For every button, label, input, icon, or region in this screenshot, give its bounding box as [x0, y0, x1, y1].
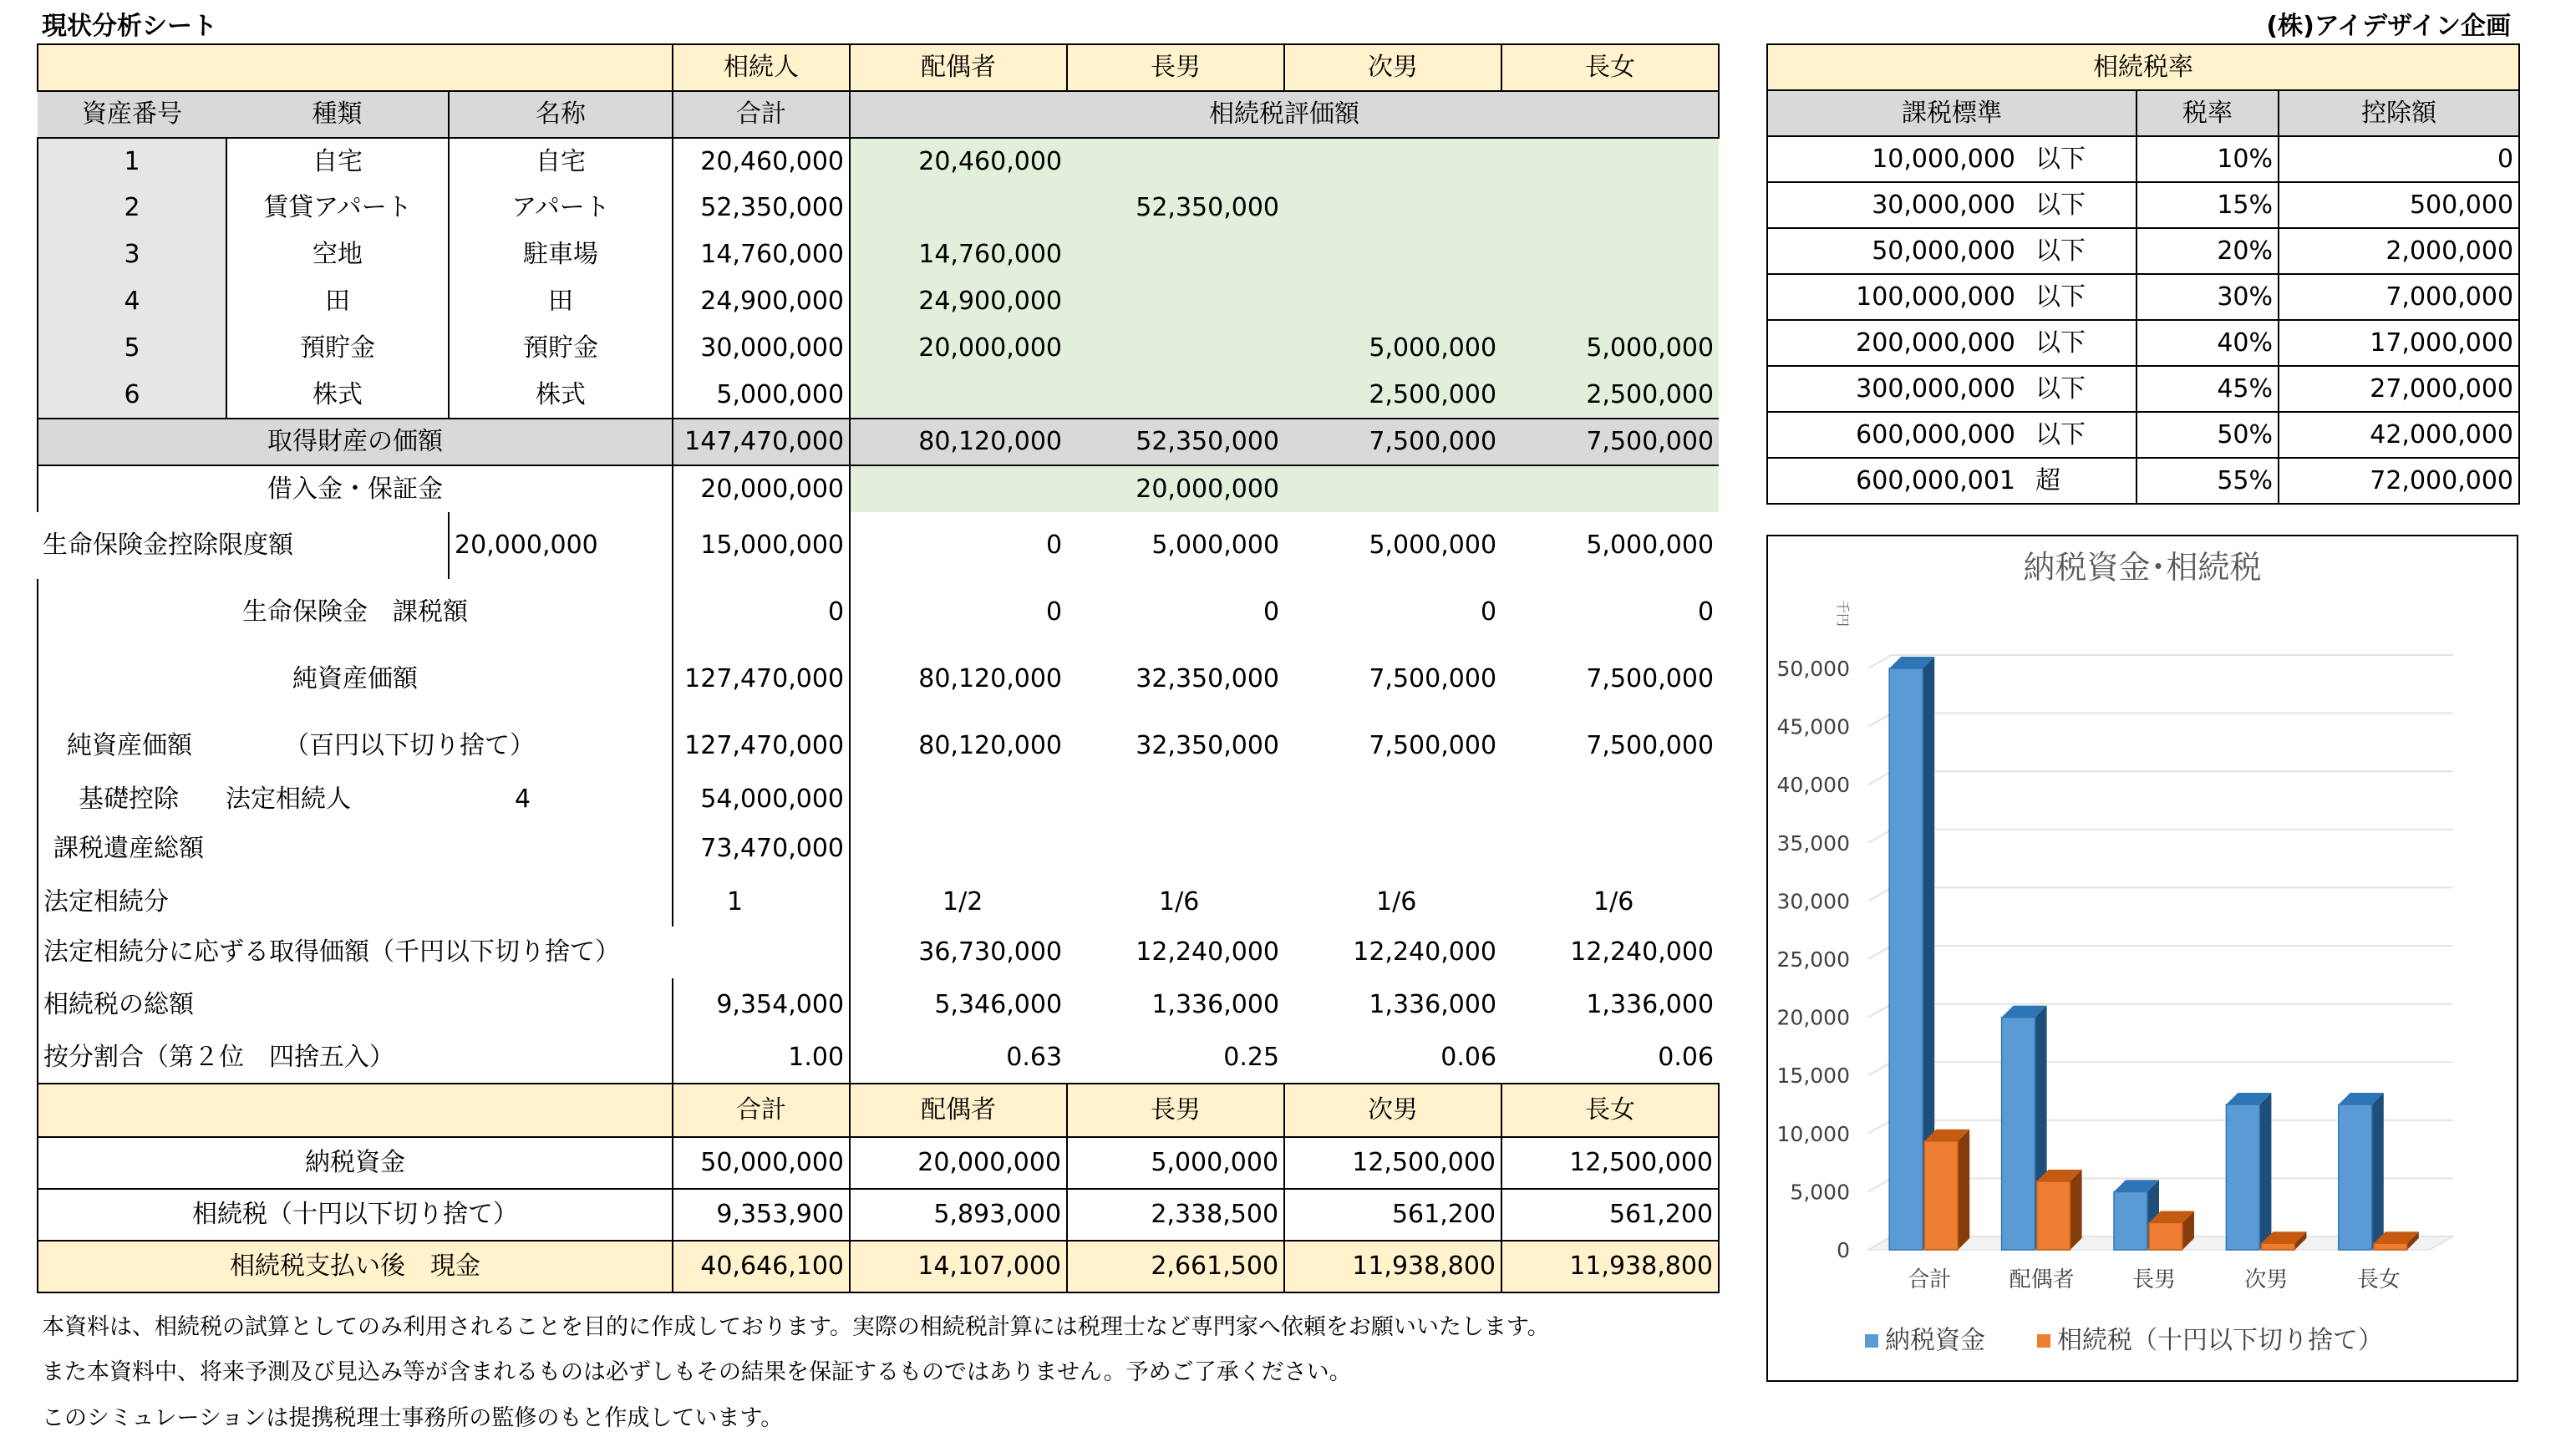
rate-title: 相続税率	[1767, 44, 2519, 90]
loan-value: 20,000,000	[1067, 465, 1284, 512]
cell	[850, 820, 1067, 878]
rate-percent: 30%	[2137, 274, 2279, 320]
rate-deduction: 72,000,000	[2279, 458, 2519, 504]
asset-name: 田	[449, 278, 673, 325]
rate-base: 100,000,000	[1856, 282, 2015, 312]
asset-type: 田	[325, 287, 350, 316]
loan-total: 20,000,000	[673, 465, 850, 512]
bar-1	[1924, 1141, 1958, 1250]
asset-row	[38, 278, 1719, 325]
net-row-value: 32,350,000	[1136, 664, 1280, 693]
rate-base: 50,000,000	[1872, 236, 2015, 266]
rate-cond: 以下	[2035, 282, 2086, 312]
rate-cond: 超	[2035, 465, 2060, 495]
bar-0	[1889, 668, 1923, 1250]
life-limit-row-value: 5,000,000	[1151, 531, 1280, 560]
net-row-value: 80,120,000	[918, 664, 1063, 693]
asset-value	[1501, 138, 1719, 185]
life-limit-row-value: 5,000,000	[1586, 531, 1715, 560]
legal-share-fraction: 1/6	[1593, 887, 1634, 917]
gridline-depth	[1868, 655, 1892, 668]
legal-amount-value: 12,240,000	[1353, 937, 1497, 967]
asset-value	[1284, 278, 1501, 325]
life-limit-row-value: 5,000,000	[1369, 531, 1497, 560]
net-round-row-value: 80,120,000	[918, 731, 1063, 760]
tax-row	[38, 1189, 1719, 1241]
bar-1	[2037, 1181, 2070, 1250]
tax-total-row-value: 1,336,000	[1369, 990, 1497, 1019]
taxable-row	[38, 820, 1719, 878]
note-1: 本資料は、相続税の試算としてのみ利用されることを目的に作成しております。実際の相続税計算には税理士など専門家へ依頼をお願いいたします。	[42, 1314, 1550, 1340]
cell	[1501, 779, 1719, 820]
rate-deduction: 42,000,000	[2279, 412, 2519, 458]
rate-cond: 以下	[2035, 373, 2086, 404]
rate-cond: 以下	[2035, 419, 2086, 449]
asset-value: 5,000,000	[1501, 325, 1719, 372]
bottom-header-col: 合計	[673, 1084, 850, 1137]
asset-type: 自宅	[312, 146, 363, 176]
legal-share-fraction: 1/2	[943, 887, 983, 917]
asset-value	[850, 185, 1067, 231]
asset-row	[38, 325, 1719, 372]
taxable-row-total: 73,470,000	[673, 820, 850, 878]
rate-header: 税率	[2137, 90, 2279, 136]
y-tick-label: 35,000	[1776, 830, 1850, 856]
rate-base-cell	[1767, 136, 2137, 182]
ratio-row-value: 0.63	[1006, 1042, 1063, 1072]
y-axis-label: 千円	[1835, 599, 1851, 627]
rate-base-cell	[1767, 182, 2137, 228]
rate-base-cell	[1767, 412, 2137, 458]
legend-label: 納税資金	[1885, 1326, 1985, 1355]
tax-total-row-value: 1,336,000	[1151, 990, 1280, 1019]
legend-swatch	[1865, 1334, 1878, 1348]
asset-value	[1501, 185, 1719, 231]
heirs-label: 法定相続人	[226, 785, 351, 814]
rate-row	[1767, 274, 2519, 320]
asset-total: 20,460,000	[673, 138, 850, 185]
cash-row	[38, 1241, 1719, 1292]
rate-cond: 以下	[2035, 144, 2086, 174]
legal-share-value	[1501, 878, 1719, 927]
legal-share-total-value: 1	[727, 887, 744, 917]
legal-share-value	[850, 878, 1067, 927]
gridline-depth	[1868, 887, 1892, 901]
rate-row	[1767, 182, 2519, 228]
asset-total: 14,760,000	[673, 231, 850, 278]
legal-share-fraction: 1/6	[1159, 887, 1200, 917]
life-tax-row-value: 0	[1045, 597, 1063, 627]
life-tax-row-value: 0	[1697, 597, 1715, 627]
life-limit-label: 生命保険金控除限度額	[43, 531, 293, 560]
cash-row-label: 相続税支払い後 現金	[38, 1241, 673, 1292]
loan-value	[1284, 465, 1501, 512]
asset-total: 52,350,000	[673, 185, 850, 231]
y-tick-label: 40,000	[1776, 773, 1850, 798]
acquired-value: 7,500,000	[1284, 419, 1501, 465]
asset-name: 預貯金	[449, 325, 673, 372]
asset-value: 14,760,000	[850, 231, 1067, 278]
asset-value	[1067, 231, 1284, 278]
asset-value	[1067, 138, 1284, 185]
tax-total-row-value: 5,346,000	[934, 990, 1063, 1019]
rate-base: 10,000,000	[1872, 144, 2015, 174]
cell	[1284, 820, 1501, 878]
cell	[38, 1084, 673, 1137]
y-tick-label: 25,000	[1776, 947, 1850, 972]
asset-no: 5	[38, 325, 226, 372]
cash-row-value: 11,938,800	[1284, 1241, 1501, 1292]
bar-0	[2002, 1018, 2035, 1250]
rate-base: 600,000,001	[1856, 465, 2015, 495]
legal-share-value	[1067, 878, 1284, 927]
asset-value	[850, 372, 1067, 419]
net-label: 純資産価額	[38, 646, 673, 713]
legend-label: 相続税（十円以下切り捨て）	[2057, 1326, 2383, 1355]
legal-share-total	[673, 878, 850, 927]
heir-header-row	[38, 44, 1719, 91]
asset-value: 20,000,000	[850, 325, 1067, 372]
asset-no: 1	[38, 138, 226, 185]
rate-percent: 15%	[2137, 182, 2279, 228]
taxable-label	[38, 820, 673, 878]
rate-row	[1767, 412, 2519, 458]
x-tick-label: 長女	[2356, 1267, 2401, 1292]
x-tick-label: 合計	[1908, 1267, 1952, 1292]
cell	[850, 779, 1067, 820]
funds-row-total: 50,000,000	[673, 1137, 850, 1189]
heir-col-1: 配偶者	[850, 44, 1067, 91]
net-round-title: 純資産価額	[67, 731, 192, 760]
rate-percent: 10%	[2137, 136, 2279, 182]
rate-percent: 50%	[2137, 412, 2279, 458]
rate-base: 30,000,000	[1872, 190, 2015, 220]
life-limit-row-total: 15,000,000	[673, 512, 850, 579]
loan-value	[1501, 465, 1719, 512]
acquired-value: 80,120,000	[850, 419, 1067, 465]
asset-type: 空地	[312, 240, 363, 269]
life-tax-row	[38, 579, 1719, 646]
rate-base-cell	[1767, 320, 2137, 366]
ratio-row-value: 0.06	[1440, 1042, 1497, 1072]
net-round-row-value: 32,350,000	[1136, 731, 1280, 760]
gridline-depth	[1868, 1004, 1892, 1018]
ratio-row-value: 0.25	[1223, 1042, 1280, 1072]
y-tick-label: 20,000	[1776, 1005, 1850, 1030]
life-tax-label: 生命保険金 課税額	[38, 579, 673, 646]
bottom-header-row	[38, 1084, 1719, 1137]
asset-no: 6	[38, 372, 226, 419]
rate-base-cell	[1767, 228, 2137, 274]
tax-total-label: 相続税の総額	[38, 978, 673, 1032]
rate-title-row	[1767, 44, 2519, 90]
asset-value: 52,350,000	[1067, 185, 1284, 231]
y-tick-label: 5,000	[1790, 1180, 1850, 1205]
note-2: また本資料中、将来予測及び見込み等が含まれるものは必ずしもその結果を保証するものではありません。予めご了承ください。	[42, 1359, 1352, 1385]
legal-amount-value: 36,730,000	[918, 937, 1063, 967]
bar-side	[2070, 1170, 2082, 1250]
life-limit-row	[38, 512, 1719, 579]
tax-row-total: 9,353,900	[673, 1189, 850, 1241]
taxable-title: 課税遺産総額	[53, 834, 204, 863]
funds-row-value: 20,000,000	[850, 1137, 1067, 1189]
y-tick-label: 30,000	[1776, 889, 1850, 914]
chart-title: 納税資金･相続税	[2023, 549, 2262, 586]
rate-base-cell	[1767, 458, 2137, 504]
ratio-row-value: 0.06	[1658, 1042, 1715, 1072]
asset-no: 2	[38, 185, 226, 231]
rate-deduction: 0	[2279, 136, 2519, 182]
y-tick-label: 45,000	[1776, 714, 1850, 739]
cell	[1501, 820, 1719, 878]
asset-total: 5,000,000	[673, 372, 850, 419]
asset-value	[1284, 185, 1501, 231]
name-header: 名称	[449, 91, 673, 138]
cash-row-total: 40,646,100	[673, 1241, 850, 1292]
type-header: 種類	[226, 91, 449, 138]
tax-row-value: 5,893,000	[850, 1189, 1067, 1241]
net-round-row-value: 7,500,000	[1369, 731, 1497, 760]
gridline-depth	[1868, 830, 1892, 843]
rate-header-row	[1767, 90, 2519, 136]
cash-row-value: 2,661,500	[1067, 1241, 1284, 1292]
tax-row-value: 561,200	[1501, 1189, 1719, 1241]
cash-row-value: 14,107,000	[850, 1241, 1067, 1292]
asset-value	[1284, 231, 1501, 278]
rate-deduction: 17,000,000	[2279, 320, 2519, 366]
x-tick-label: 次男	[2244, 1267, 2289, 1292]
bottom-header-col: 次男	[1284, 1084, 1501, 1137]
life-tax-row-value: 0	[1263, 597, 1280, 627]
asset-row	[38, 138, 1719, 185]
legend-swatch	[2037, 1334, 2050, 1348]
bottom-header-col: 配偶者	[850, 1084, 1067, 1137]
sub-header-row	[38, 91, 1719, 138]
life-limit-amount: 20,000,000	[449, 512, 673, 579]
ratio-row	[38, 1032, 1719, 1084]
basic-row-total: 54,000,000	[673, 779, 850, 820]
rate-deduction: 27,000,000	[2279, 366, 2519, 412]
life-tax-row-total: 0	[673, 579, 850, 646]
asset-name: 株式	[449, 372, 673, 419]
net-round-row-total: 127,470,000	[673, 713, 850, 779]
life-tax-row-value: 0	[1480, 597, 1497, 627]
cell	[1067, 779, 1284, 820]
rate-row	[1767, 320, 2519, 366]
basic-label	[38, 779, 673, 820]
rate-percent: 20%	[2137, 228, 2279, 274]
cell	[1284, 779, 1501, 820]
rate-base-cell	[1767, 366, 2137, 412]
asset-row	[38, 231, 1719, 278]
legal-share-fraction: 1/6	[1376, 887, 1417, 917]
tax-row-value: 561,200	[1284, 1189, 1501, 1241]
total-header: 合計	[673, 91, 850, 138]
sheet-title: 現状分析シート	[42, 12, 217, 41]
legal-amount-row	[38, 927, 1719, 978]
bar-side	[2259, 1093, 2271, 1250]
tax-row-value: 2,338,500	[1067, 1189, 1284, 1241]
bar-0	[2226, 1104, 2259, 1250]
heir-col-0: 相続人	[673, 44, 850, 91]
net-round-note: （百円以下切り捨て）	[284, 731, 535, 760]
net-round-row-value: 7,500,000	[1586, 731, 1715, 760]
rate-deduction: 2,000,000	[2279, 228, 2519, 274]
bottom-header-col: 長男	[1067, 1084, 1284, 1137]
y-tick-label: 0	[1837, 1238, 1850, 1262]
analysis-table	[37, 43, 1720, 1293]
rate-cond: 以下	[2035, 236, 2086, 266]
rate-cond: 以下	[2035, 328, 2086, 358]
asset-value	[1067, 372, 1284, 419]
rate-row	[1767, 136, 2519, 182]
net-row-value: 7,500,000	[1369, 664, 1497, 693]
x-tick-label: 配偶者	[2009, 1267, 2075, 1292]
cell	[1067, 820, 1284, 878]
tax-total-row	[38, 978, 1719, 1032]
tax-total-row-total: 9,354,000	[673, 978, 850, 1032]
ratio-row-total: 1.00	[673, 1032, 850, 1084]
bar-1	[2261, 1243, 2294, 1250]
asset-value	[1067, 278, 1284, 325]
acquired-label: 取得財産の価額	[38, 419, 673, 465]
gridline-depth	[1868, 946, 1892, 959]
rate-deduction: 7,000,000	[2279, 274, 2519, 320]
funds-row-value: 5,000,000	[1067, 1137, 1284, 1189]
legal-share-value	[1284, 878, 1501, 927]
asset-value: 5,000,000	[1284, 325, 1501, 372]
loan-row	[38, 465, 1719, 512]
heir-col-4: 長女	[1501, 44, 1719, 91]
y-tick-label: 15,000	[1776, 1064, 1850, 1089]
net-row	[38, 646, 1719, 713]
asset-type: 賃貸アパート	[263, 193, 412, 222]
asset-value: 20,460,000	[850, 138, 1067, 185]
rate-row	[1767, 228, 2519, 274]
asset-value	[1501, 231, 1719, 278]
net-row-total: 127,470,000	[673, 646, 850, 713]
tax-chart	[1766, 535, 2518, 1382]
asset-row	[38, 185, 1719, 231]
rate-percent: 45%	[2137, 366, 2279, 412]
y-tick-label: 10,000	[1776, 1121, 1850, 1146]
gridline-depth	[1868, 713, 1892, 727]
asset-no: 3	[38, 231, 226, 278]
legal-share-label: 法定相続分	[38, 878, 673, 927]
funds-row-value: 12,500,000	[1501, 1137, 1719, 1189]
net-row-value: 7,500,000	[1586, 664, 1715, 693]
rate-percent: 55%	[2137, 458, 2279, 504]
heirs-count: 4	[515, 785, 531, 814]
bottom-header-col: 長女	[1501, 1084, 1719, 1137]
bar-side	[2372, 1093, 2384, 1250]
funds-row-value: 12,500,000	[1284, 1137, 1501, 1189]
cell	[38, 44, 673, 91]
asset-row	[38, 372, 1719, 419]
company-name: (株)アイデザイン企画	[2266, 12, 2511, 41]
gridline-depth	[1868, 1120, 1892, 1134]
acquired-value: 7,500,000	[1501, 419, 1719, 465]
tax-rate-table	[1766, 43, 2520, 505]
bar-side	[1958, 1130, 1969, 1250]
valuation-header: 相続税評価額	[850, 91, 1719, 138]
asset-type: 預貯金	[300, 333, 375, 363]
asset-value: 2,500,000	[1284, 372, 1501, 419]
acquired-value: 52,350,000	[1067, 419, 1284, 465]
loan-label: 借入金・保証金	[38, 465, 673, 512]
funds-row	[38, 1137, 1719, 1189]
ratio-label: 按分割合（第２位 四捨五入）	[38, 1032, 673, 1084]
heir-col-2: 長男	[1067, 44, 1284, 91]
bar-0	[2339, 1104, 2372, 1250]
bar-0	[2114, 1191, 2147, 1250]
asset-type: 株式	[312, 379, 363, 409]
rate-deduction: 500,000	[2279, 182, 2519, 228]
legal-amount-value: 12,240,000	[1570, 937, 1715, 967]
asset-no: 4	[38, 278, 226, 325]
y-tick-label: 50,000	[1776, 657, 1850, 681]
gridline-depth	[1868, 1178, 1892, 1191]
loan-value	[850, 465, 1067, 512]
gridline-depth	[1868, 1062, 1892, 1075]
basic-title: 基礎控除	[79, 785, 179, 814]
legal-share-row	[38, 878, 1719, 927]
heir-col-3: 次男	[1284, 44, 1501, 91]
asset-total: 30,000,000	[673, 325, 850, 372]
funds-row-label: 納税資金	[38, 1137, 673, 1189]
legal-amount-label: 法定相続分に応ずる取得価額（千円以下切り捨て）	[38, 927, 850, 978]
chart-svg	[1768, 536, 2517, 1380]
basic-row	[38, 779, 1719, 820]
rate-header: 控除額	[2279, 90, 2519, 136]
rate-base-cell	[1767, 274, 2137, 320]
asset-no-header: 資産番号	[38, 91, 226, 138]
rate-cond: 以下	[2035, 190, 2086, 220]
life-limit-row-value: 0	[1045, 531, 1063, 560]
asset-total: 24,900,000	[673, 278, 850, 325]
gridline-depth	[1868, 771, 1892, 785]
net-round-row	[38, 713, 1719, 779]
net-round-label	[38, 713, 673, 779]
asset-value	[1284, 138, 1501, 185]
asset-value: 2,500,000	[1501, 372, 1719, 419]
asset-name: 自宅	[449, 138, 673, 185]
note-3: このシミュレーションは提携税理士事務所の監修のもと作成しています。	[42, 1405, 784, 1431]
rate-row	[1767, 366, 2519, 412]
rate-percent: 40%	[2137, 320, 2279, 366]
asset-value	[1067, 325, 1284, 372]
asset-value: 24,900,000	[850, 278, 1067, 325]
legal-amount-value: 12,240,000	[1136, 937, 1280, 967]
rate-base: 300,000,000	[1856, 373, 2015, 404]
cash-row-value: 11,938,800	[1501, 1241, 1719, 1292]
rate-base: 600,000,000	[1856, 419, 2015, 449]
asset-value	[1501, 278, 1719, 325]
x-tick-label: 長男	[2131, 1267, 2177, 1292]
tax-total-row-value: 1,336,000	[1586, 990, 1715, 1019]
rate-row	[1767, 458, 2519, 504]
asset-name: アパート	[449, 185, 673, 231]
acquired-row	[38, 419, 1719, 465]
rate-header: 課税標準	[1767, 90, 2137, 136]
bar-1	[2149, 1222, 2182, 1250]
rate-base: 200,000,000	[1856, 328, 2015, 358]
tax-row-label: 相続税（十円以下切り捨て）	[38, 1189, 673, 1241]
acquired-total: 147,470,000	[673, 419, 850, 465]
asset-name: 駐車場	[449, 231, 673, 278]
bar-1	[2374, 1243, 2407, 1250]
